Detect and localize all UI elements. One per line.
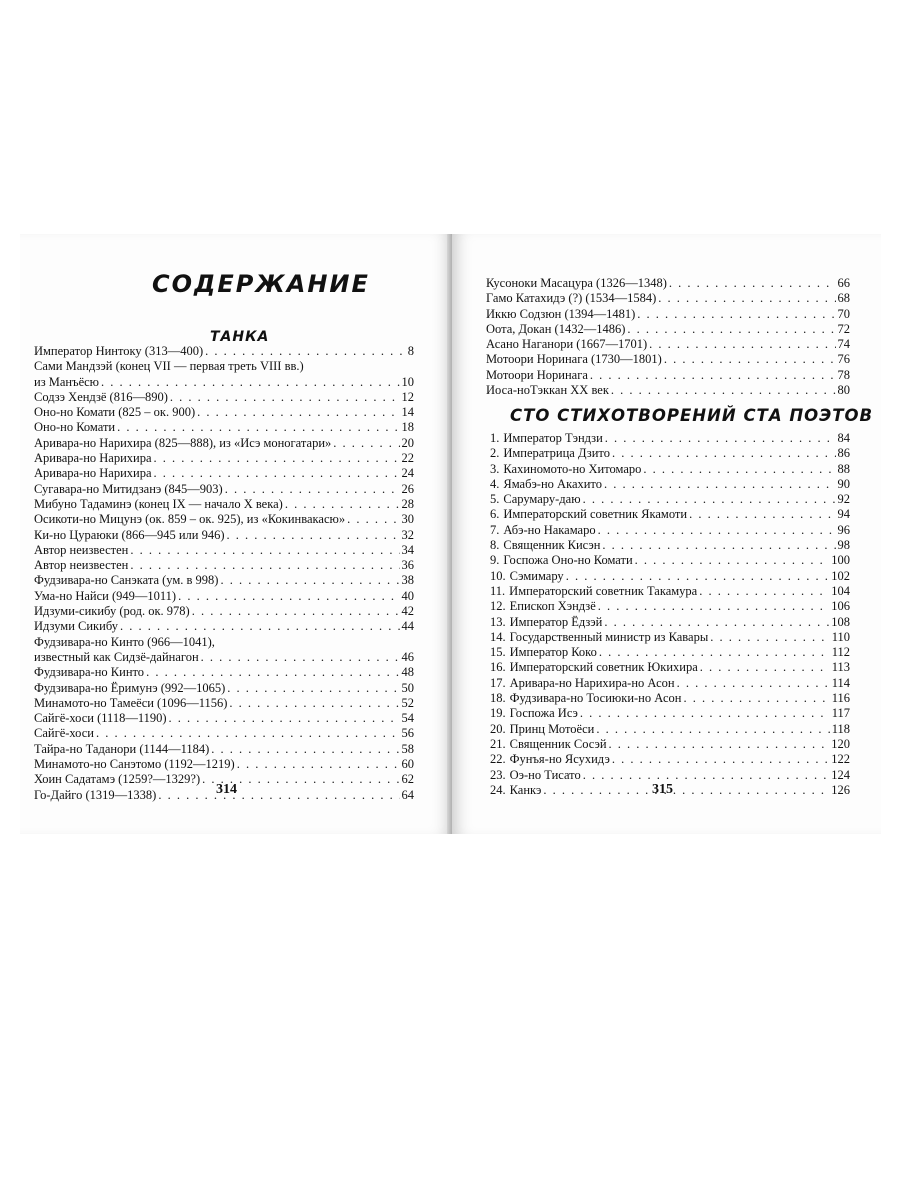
toc-entry-page: 90 bbox=[837, 476, 850, 491]
toc-entry-title: Фудзивара-но Ёримунэ (992—1065) bbox=[34, 680, 226, 695]
toc-leader-dots bbox=[101, 375, 399, 390]
toc-entry-page: 60 bbox=[401, 757, 414, 772]
toc-entry-page: 8 bbox=[407, 344, 414, 358]
toc-entry-page: 48 bbox=[401, 665, 414, 680]
toc-entry bbox=[34, 359, 414, 374]
toc-entry bbox=[490, 615, 850, 630]
toc-entry-title: Содзэ Хендзё (816—890) bbox=[34, 389, 168, 404]
toc-leader-dots bbox=[169, 711, 400, 726]
toc-entry-page: 113 bbox=[831, 660, 850, 675]
toc-leader-dots bbox=[130, 558, 399, 573]
toc-entry-number: 6. bbox=[490, 507, 500, 522]
toc-entry-page: 84 bbox=[837, 431, 850, 445]
toc-entry-page: 118 bbox=[831, 721, 850, 736]
toc-entry bbox=[34, 604, 414, 619]
toc-entry-page: 20 bbox=[401, 435, 414, 450]
toc-entry-title: Оота, Докан (1432—1486) bbox=[486, 321, 626, 336]
toc-entry bbox=[34, 405, 414, 420]
toc-entry-title: Сугавара-но Митидзанэ (845—903) bbox=[34, 481, 223, 496]
toc-entry bbox=[34, 742, 414, 757]
toc-entry-title: Кусоноки Масацура (1326—1348) bbox=[486, 276, 667, 290]
toc-entry-page: 66 bbox=[837, 276, 850, 290]
toc-entry-page: 110 bbox=[831, 629, 850, 644]
right-toc-list-top bbox=[486, 276, 850, 398]
toc-entry bbox=[486, 352, 850, 367]
toc-leader-dots bbox=[604, 615, 829, 630]
toc-entry-title: Сарумару-даю bbox=[503, 492, 581, 507]
toc-entry-number: 14. bbox=[490, 629, 506, 644]
left-page bbox=[20, 234, 452, 834]
toc-leader-dots bbox=[543, 783, 829, 798]
toc-leader-dots bbox=[154, 451, 400, 466]
toc-entry-title: Императорский советник Юкихира bbox=[509, 660, 698, 675]
toc-entry-title: Священник Кисэн bbox=[503, 538, 601, 553]
right-toc-list-numbered bbox=[490, 431, 850, 798]
toc-entry-title: Аривара-но Нарихира-но Асон bbox=[509, 675, 675, 690]
toc-entry-title: Императорский советник Якамоти bbox=[503, 507, 688, 522]
toc-entry-title: Канкэ bbox=[509, 782, 542, 797]
toc-entry bbox=[34, 681, 414, 696]
toc-entry bbox=[34, 344, 414, 359]
toc-entry-title: Аривара-но Нарихира bbox=[34, 466, 152, 481]
toc-leader-dots bbox=[211, 742, 399, 757]
toc-entry-page: 52 bbox=[401, 695, 414, 710]
toc-entry-page: 100 bbox=[831, 553, 850, 568]
toc-leader-dots bbox=[192, 604, 400, 619]
toc-leader-dots bbox=[130, 543, 399, 558]
toc-entry bbox=[34, 711, 414, 726]
toc-entry-title: Госпожа Исэ bbox=[509, 706, 578, 721]
toc-entry bbox=[486, 337, 850, 352]
toc-entry-page: 108 bbox=[831, 614, 850, 629]
toc-leader-dots bbox=[285, 497, 400, 512]
toc-leader-dots bbox=[627, 322, 835, 337]
toc-entry-page: 40 bbox=[401, 588, 414, 603]
toc-entry-title: Император Ёдзэй bbox=[509, 614, 603, 629]
toc-entry-page: 117 bbox=[831, 706, 850, 721]
toc-entry-title: Принц Мотоёси bbox=[509, 721, 595, 736]
toc-entry-page: 28 bbox=[401, 496, 414, 511]
toc-entry-title: Оэ-но Тисато bbox=[509, 767, 581, 782]
toc-entry-page: 70 bbox=[837, 306, 850, 321]
toc-leader-dots bbox=[580, 706, 830, 721]
toc-entry-title: Тайра-но Таданори (1144—1184) bbox=[34, 741, 210, 756]
toc-entry-title: Императрица Дзито bbox=[503, 446, 610, 461]
toc-entry bbox=[34, 436, 414, 451]
toc-entry bbox=[34, 543, 414, 558]
toc-entry-page: 94 bbox=[837, 507, 850, 522]
toc-entry-page: 112 bbox=[831, 645, 850, 660]
toc-entry-page: 30 bbox=[401, 512, 414, 527]
toc-entry-title: Ки-но Цураюки (866—945 или 946) bbox=[34, 527, 225, 542]
toc-leader-dots bbox=[583, 492, 836, 507]
toc-entry-number: 22. bbox=[490, 752, 506, 767]
toc-entry-title: Минамото-но Тамеёси (1096—1156) bbox=[34, 695, 228, 710]
toc-entry bbox=[490, 523, 850, 538]
toc-entry-title: Мотоори Норинага bbox=[486, 367, 588, 382]
toc-entry-page: 32 bbox=[401, 527, 414, 542]
toc-entry-number: 4. bbox=[490, 476, 500, 491]
toc-entry-page: 18 bbox=[401, 420, 414, 435]
toc-entry-page: 74 bbox=[837, 337, 850, 352]
toc-entry bbox=[490, 722, 850, 737]
toc-entry bbox=[34, 390, 414, 405]
toc-leader-dots bbox=[596, 722, 829, 737]
toc-entry-page: 104 bbox=[831, 583, 850, 598]
toc-entry-title: Император Тэндзи bbox=[503, 431, 603, 445]
toc-entry bbox=[490, 584, 850, 599]
toc-entry-page: 44 bbox=[401, 619, 414, 634]
toc-entry-number: 16. bbox=[490, 660, 506, 675]
toc-entry bbox=[34, 512, 414, 527]
toc-leader-dots bbox=[227, 528, 400, 543]
toc-entry bbox=[34, 696, 414, 711]
toc-entry-page: 56 bbox=[401, 726, 414, 741]
toc-entry-title: Кахиномото-но Хитомаро bbox=[503, 461, 642, 476]
toc-entry bbox=[490, 507, 850, 522]
toc-entry-number: 2. bbox=[490, 446, 500, 461]
toc-entry-title: Мибуно Тадаминэ (конец IX — начало X века) bbox=[34, 496, 283, 511]
toc-entry bbox=[34, 497, 414, 512]
right-page bbox=[452, 234, 881, 834]
toc-entry-page: 98 bbox=[837, 538, 850, 553]
toc-leader-dots bbox=[635, 553, 830, 568]
toc-leader-dots bbox=[689, 507, 835, 522]
toc-entry-title: Абэ-но Накамаро bbox=[503, 522, 596, 537]
toc-entry-title: Фудзивара-но Санэката (ум. в 998) bbox=[34, 573, 219, 588]
toc-entry-title: Император Нинтоку (313—400) bbox=[34, 344, 204, 358]
toc-entry-page: 92 bbox=[837, 492, 850, 507]
toc-entry bbox=[34, 375, 414, 390]
toc-entry-page: 22 bbox=[401, 451, 414, 466]
toc-leader-dots bbox=[602, 538, 835, 553]
toc-entry-title: Иоса-ноТэккан XX век bbox=[486, 383, 609, 398]
toc-entry bbox=[486, 322, 850, 337]
toc-entry bbox=[34, 757, 414, 772]
toc-entry-title: Фудзивара-но Кинто bbox=[34, 665, 145, 680]
section-heading-tanka: ТАНКА bbox=[210, 329, 270, 345]
toc-leader-dots bbox=[649, 337, 835, 352]
toc-entry-page: 10 bbox=[401, 374, 414, 389]
toc-entry bbox=[34, 726, 414, 741]
toc-entry-title: Гамо Катахидэ (?) (1534—1584) bbox=[486, 291, 657, 306]
toc-entry bbox=[486, 276, 850, 291]
toc-entry bbox=[34, 619, 414, 634]
toc-entry-number: 7. bbox=[490, 522, 500, 537]
toc-leader-dots bbox=[178, 589, 399, 604]
toc-entry-number: 11. bbox=[490, 583, 506, 598]
toc-leader-dots bbox=[229, 696, 399, 711]
toc-entry-number: 20. bbox=[490, 721, 506, 736]
toc-leader-dots bbox=[612, 752, 829, 767]
toc-entry-title: Сайгё-хоси bbox=[34, 726, 94, 741]
toc-entry bbox=[490, 768, 850, 783]
contents-title: СОДЕРЖАНИЕ bbox=[152, 270, 370, 298]
toc-entry bbox=[490, 431, 850, 446]
toc-entry bbox=[490, 446, 850, 461]
toc-entry-page: 26 bbox=[401, 481, 414, 496]
toc-entry bbox=[34, 589, 414, 604]
toc-entry bbox=[486, 307, 850, 322]
toc-entry bbox=[490, 660, 850, 675]
toc-entry bbox=[34, 558, 414, 573]
toc-entry bbox=[34, 451, 414, 466]
toc-entry bbox=[490, 492, 850, 507]
toc-leader-dots bbox=[677, 676, 830, 691]
toc-leader-dots bbox=[158, 788, 399, 803]
toc-entry-title: Государственный министр из Кавары bbox=[509, 629, 709, 644]
toc-entry-page: 12 bbox=[401, 389, 414, 404]
toc-leader-dots bbox=[566, 569, 830, 584]
toc-entry-page: 50 bbox=[401, 680, 414, 695]
toc-entry-title: Мотоори Норинага (1730—1801) bbox=[486, 352, 662, 367]
toc-entry-title: Фудзивара-но Кинто (966—1041), bbox=[34, 634, 215, 649]
toc-leader-dots bbox=[611, 383, 836, 398]
toc-leader-dots bbox=[333, 436, 399, 451]
toc-entry-title: из Манъёсю bbox=[34, 374, 100, 389]
toc-entry bbox=[490, 477, 850, 492]
toc-leader-dots bbox=[146, 665, 399, 680]
toc-entry bbox=[34, 650, 414, 665]
toc-entry-page: 64 bbox=[401, 787, 414, 802]
toc-entry-title: Автор неизвестен bbox=[34, 558, 129, 573]
toc-entry-number: 15. bbox=[490, 645, 506, 660]
toc-entry bbox=[34, 635, 414, 650]
toc-leader-dots bbox=[197, 405, 399, 420]
toc-entry bbox=[490, 676, 850, 691]
toc-entry-page: 58 bbox=[401, 741, 414, 756]
toc-entry-page: 34 bbox=[401, 542, 414, 557]
toc-entry-page: 42 bbox=[401, 604, 414, 619]
toc-entry-page: 88 bbox=[837, 461, 850, 476]
toc-leader-dots bbox=[96, 726, 400, 741]
toc-entry-title: Го-Дайго (1319—1338) bbox=[34, 787, 157, 802]
toc-entry-number: 21. bbox=[490, 736, 506, 751]
toc-entry-page: 106 bbox=[831, 599, 850, 614]
toc-entry-number: 13. bbox=[490, 614, 506, 629]
toc-entry bbox=[34, 420, 414, 435]
toc-entry bbox=[490, 706, 850, 721]
toc-entry-number: 8. bbox=[490, 538, 500, 553]
toc-entry-page: 86 bbox=[837, 446, 850, 461]
toc-entry-page: 54 bbox=[401, 711, 414, 726]
toc-leader-dots bbox=[658, 291, 835, 306]
toc-leader-dots bbox=[583, 768, 830, 783]
toc-entry-title: Идзуми Сикибу bbox=[34, 619, 118, 634]
toc-leader-dots bbox=[598, 599, 829, 614]
toc-entry bbox=[490, 691, 850, 706]
toc-leader-dots bbox=[227, 681, 399, 696]
toc-entry-page: 38 bbox=[401, 573, 414, 588]
toc-entry bbox=[34, 665, 414, 680]
toc-entry-page: 68 bbox=[837, 291, 850, 306]
toc-entry-page: 120 bbox=[831, 736, 850, 751]
toc-leader-dots bbox=[117, 420, 399, 435]
toc-leader-dots bbox=[220, 573, 399, 588]
toc-entry-title: Священник Сосэй bbox=[509, 736, 607, 751]
toc-entry-number: 24. bbox=[490, 782, 506, 797]
toc-leader-dots bbox=[590, 368, 836, 383]
toc-leader-dots bbox=[201, 650, 400, 665]
toc-leader-dots bbox=[683, 691, 829, 706]
toc-leader-dots bbox=[710, 630, 829, 645]
toc-entry-page: 116 bbox=[831, 691, 850, 706]
toc-entry-title: Ума-но Найси (949—1011) bbox=[34, 588, 177, 603]
toc-leader-dots bbox=[237, 757, 400, 772]
toc-entry-title: Минамото-но Санэтомо (1192—1219) bbox=[34, 757, 235, 772]
toc-entry-title: Хоин Садатамэ (1259?—1329?) bbox=[34, 772, 201, 787]
toc-leader-dots bbox=[598, 523, 836, 538]
toc-leader-dots bbox=[699, 584, 829, 599]
toc-entry-number: 17. bbox=[490, 675, 506, 690]
toc-entry bbox=[490, 752, 850, 767]
toc-entry-title: Ямабэ-но Акахито bbox=[503, 476, 602, 491]
section-heading-hundred-poems: СТО СТИХОТВОРЕНИЙ СТА ПОЭТОВ bbox=[510, 406, 874, 425]
toc-entry-title: Асано Наганори (1667—1701) bbox=[486, 337, 648, 352]
toc-entry-page: 76 bbox=[837, 352, 850, 367]
toc-entry-number: 23. bbox=[490, 767, 506, 782]
page-number-left: 314 bbox=[216, 782, 237, 797]
toc-entry-title: Оно-но Комати (825 – ок. 900) bbox=[34, 405, 196, 420]
toc-entry bbox=[486, 368, 850, 383]
toc-leader-dots bbox=[669, 276, 836, 291]
toc-entry bbox=[490, 569, 850, 584]
toc-entry-page: 114 bbox=[831, 675, 850, 690]
toc-entry bbox=[490, 599, 850, 614]
toc-entry bbox=[490, 645, 850, 660]
toc-entry-page: 96 bbox=[837, 522, 850, 537]
toc-entry bbox=[486, 383, 850, 398]
toc-leader-dots bbox=[637, 307, 835, 322]
toc-entry-page: 36 bbox=[401, 558, 414, 573]
toc-entry-page: 78 bbox=[837, 367, 850, 382]
toc-leader-dots bbox=[599, 645, 830, 660]
toc-entry-number: 9. bbox=[490, 553, 500, 568]
toc-entry-page: 102 bbox=[831, 568, 850, 583]
toc-entry-page: 46 bbox=[401, 649, 414, 664]
toc-entry-title: Фунъя-но Ясухидэ bbox=[509, 752, 610, 767]
toc-entry-number: 18. bbox=[490, 691, 506, 706]
toc-entry bbox=[490, 630, 850, 645]
toc-entry-title: Аривара-но Нарихира (825—888), из «Исэ моногатари» bbox=[34, 435, 332, 450]
toc-leader-dots bbox=[205, 344, 406, 359]
toc-entry-page: 80 bbox=[837, 383, 850, 398]
toc-entry-page: 72 bbox=[837, 321, 850, 336]
toc-entry-title: Идзуми-сикибу (род. ок. 978) bbox=[34, 604, 190, 619]
toc-entry-title: известный как Сидзё-дайнагон bbox=[34, 649, 199, 664]
toc-leader-dots bbox=[700, 660, 830, 675]
toc-entry-number: 19. bbox=[490, 706, 506, 721]
toc-entry-page: 24 bbox=[401, 466, 414, 481]
toc-entry-number: 10. bbox=[490, 568, 506, 583]
toc-leader-dots bbox=[225, 482, 400, 497]
toc-entry bbox=[34, 482, 414, 497]
left-toc-list bbox=[34, 344, 414, 803]
toc-entry-page: 122 bbox=[831, 752, 850, 767]
toc-entry bbox=[490, 737, 850, 752]
toc-leader-dots bbox=[120, 619, 400, 634]
toc-entry-title: Сами Мандзэй (конец VII — первая треть VIII вв.) bbox=[34, 359, 304, 374]
toc-entry-title: Император Коко bbox=[509, 645, 597, 660]
toc-leader-dots bbox=[347, 512, 399, 527]
toc-leader-dots bbox=[643, 462, 835, 477]
toc-leader-dots bbox=[609, 737, 830, 752]
toc-entry-page: 14 bbox=[401, 405, 414, 420]
toc-leader-dots bbox=[664, 352, 836, 367]
toc-leader-dots bbox=[605, 431, 836, 446]
toc-entry bbox=[486, 291, 850, 306]
toc-leader-dots bbox=[604, 477, 836, 492]
toc-leader-dots bbox=[612, 446, 836, 461]
toc-entry-number: 5. bbox=[490, 492, 500, 507]
toc-entry-title: Фудзивара-но Тосиюки-но Асон bbox=[509, 691, 682, 706]
toc-leader-dots bbox=[170, 390, 400, 405]
toc-entry bbox=[34, 466, 414, 481]
page-number-right: 315 bbox=[652, 782, 673, 797]
toc-entry bbox=[490, 462, 850, 477]
toc-entry bbox=[34, 528, 414, 543]
toc-entry-title: Аривара-но Нарихира bbox=[34, 451, 152, 466]
toc-entry-title: Автор неизвестен bbox=[34, 542, 129, 557]
toc-entry-number: 3. bbox=[490, 461, 500, 476]
toc-entry bbox=[34, 573, 414, 588]
toc-entry-title: Оно-но Комати bbox=[34, 420, 116, 435]
toc-entry bbox=[490, 538, 850, 553]
toc-entry-title: Епископ Хэндзё bbox=[509, 599, 596, 614]
toc-entry-title: Императорский советник Такамура bbox=[509, 583, 698, 598]
toc-leader-dots bbox=[154, 466, 400, 481]
toc-entry-title: Сайгё-хоси (1118—1190) bbox=[34, 711, 167, 726]
toc-entry bbox=[490, 553, 850, 568]
toc-entry-title: Иккю Содзюн (1394—1481) bbox=[486, 306, 636, 321]
toc-entry-title: Осикоти-но Мицунэ (ок. 859 – ок. 925), из «Кокинвакасю» bbox=[34, 512, 346, 527]
toc-entry-title: Сэмимару bbox=[509, 568, 564, 583]
toc-entry-title: Госпожа Оно-но Комати bbox=[503, 553, 633, 568]
toc-entry-page: 124 bbox=[831, 767, 850, 782]
open-book bbox=[20, 234, 881, 834]
toc-entry-page: 62 bbox=[401, 772, 414, 787]
toc-entry-page: 126 bbox=[831, 782, 850, 797]
toc-entry-number: 12. bbox=[490, 599, 506, 614]
toc-entry-number: 1. bbox=[490, 431, 500, 445]
